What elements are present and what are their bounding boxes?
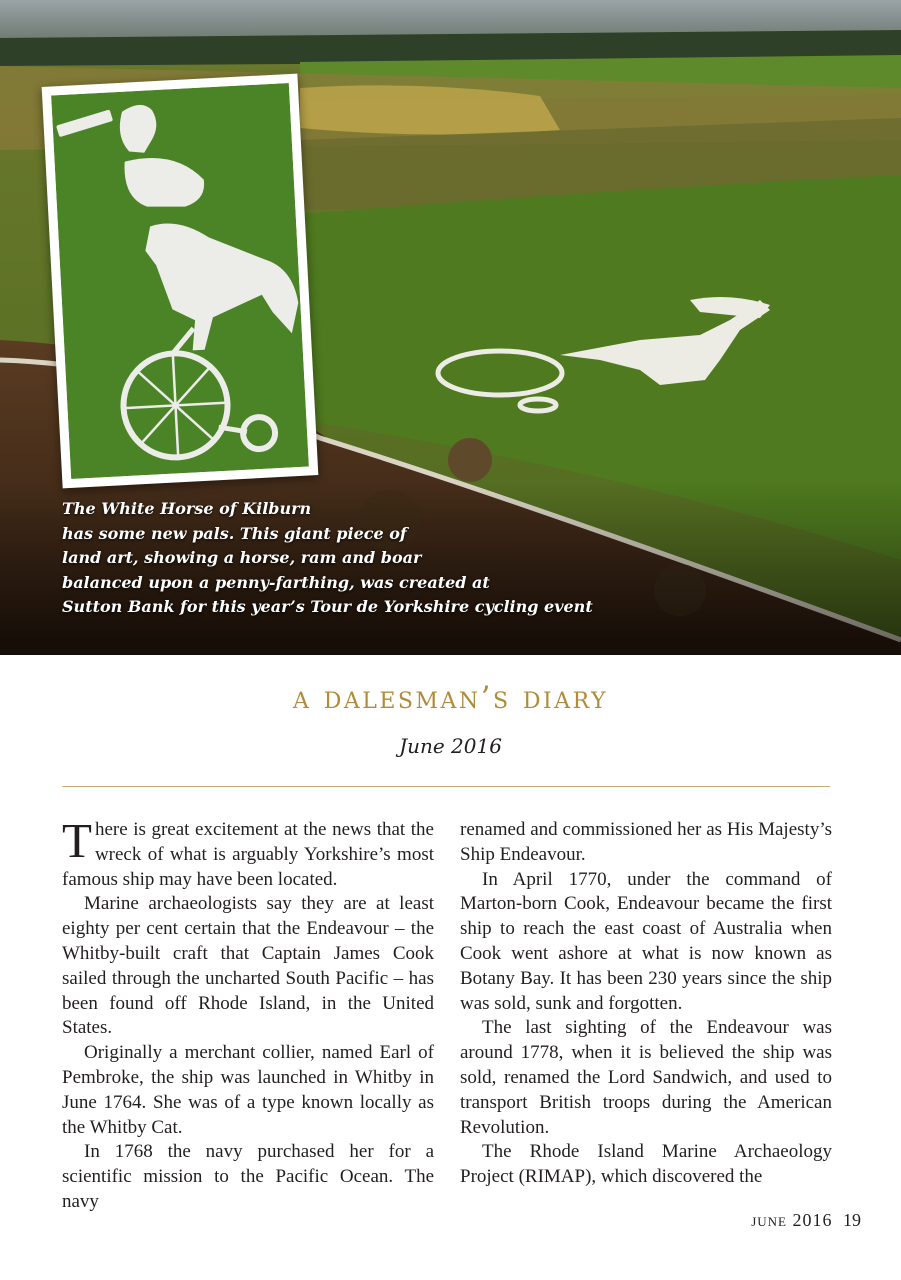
article-column-right	[460, 818, 832, 1190]
caption-line: The White Horse of Kilburn	[62, 499, 312, 518]
issue-date: June 2016	[399, 734, 502, 758]
title-divider	[62, 786, 830, 787]
article-paragraph: In April 1770, under the command of Marton-born Cook, Endeavour became the first ship to reach the east coast of Australia when Cook went ashore at what is now known as Botany Bay. It has been 230 years since the ship was sold, sunk and forgotten.	[460, 868, 832, 1014]
footer-issue: june 2016	[751, 1210, 833, 1230]
page-number: 19	[843, 1210, 861, 1230]
paragraph-text: here is great excitement at the news that the wreck of what is arguably Yorkshire’s most famous ship may have been located.	[62, 819, 434, 890]
caption-line: balanced upon a penny-farthing, was created at	[62, 572, 490, 592]
overhead-land-art-photo	[51, 83, 309, 479]
inset-photo	[42, 74, 319, 489]
caption-line: land art, showing a horse, ram and boar	[62, 548, 422, 568]
article-column-left	[62, 813, 434, 1215]
article-paragraph: The last sighting of the Endeavour was around 1778, when it is believed the ship was sold, renamed the Lord Sandwich, and used to transport British troops during the American Revolution.	[460, 1017, 832, 1138]
article-paragraph: Originally a merchant collier, named Earl of Pembroke, the ship was launched in Whitby in June 1764. She was of a type known locally as the Whitby Cat.	[62, 1042, 434, 1138]
photo-caption	[62, 497, 622, 620]
article-paragraph	[62, 813, 434, 892]
page-title: a dalesman’s diary	[292, 680, 609, 716]
article-paragraph: The Rhode Island Marine Archaeology Project (RIMAP), which discovered the	[460, 1141, 832, 1188]
caption-line: Sutton Bank for this year’s Tour de Yorkshire cycling event	[62, 597, 593, 617]
article-paragraph: In 1768 the navy purchased her for a scientific mission to the Pacific Ocean. The navy	[62, 1141, 434, 1212]
article-paragraph: renamed and commissioned her as His Majesty’s Ship Endeavour.	[460, 819, 832, 865]
drop-cap: T	[62, 813, 92, 868]
caption-line: has some new pals. This giant piece of	[62, 523, 407, 543]
page-footer	[751, 1210, 861, 1231]
article-paragraph: Marine archaeologists say they are at least eighty per cent certain that the Endeavour – the Whitby-built craft that Captain James Cook sailed through the uncharted South Pacific – has been found off Rhode Island, in the United States.	[62, 893, 434, 1039]
